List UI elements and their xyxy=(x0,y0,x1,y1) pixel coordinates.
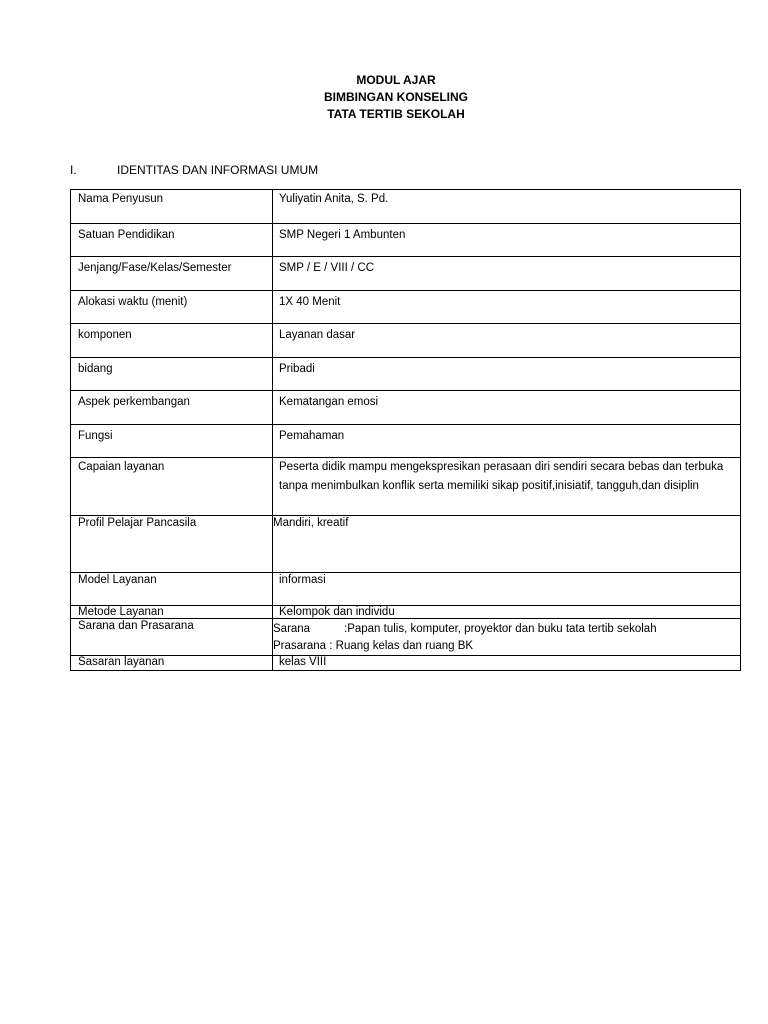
row-label: Fungsi xyxy=(71,425,273,458)
row-value: informasi xyxy=(273,573,741,606)
section-heading xyxy=(70,163,318,177)
table-row xyxy=(71,291,741,324)
row-label: komponen xyxy=(71,324,273,358)
row-label: Nama Penyusun xyxy=(71,190,273,224)
table-row xyxy=(71,425,741,458)
table-row xyxy=(71,606,741,619)
table-row xyxy=(71,324,741,358)
row-value: Peserta didik mampu mengekspresikan perasaan diri sendiri secara bebas dan terbuka tanpa menimbulkan konflik serta memiliki sikap positif,inisiatif, tangguh,dan disiplin xyxy=(273,458,741,516)
row-label: Capaian layanan xyxy=(71,458,273,516)
row-value: Kelompok dan individu xyxy=(273,606,741,619)
prasarana-line: Prasarana : Ruang kelas dan ruang BK xyxy=(273,640,474,652)
identity-table xyxy=(70,189,741,671)
row-label: Sarana dan Prasarana xyxy=(71,619,273,656)
sarana-line xyxy=(273,621,740,638)
row-value: Yuliyatin Anita, S. Pd. xyxy=(273,190,741,224)
row-value: SMP / E / VIII / CC xyxy=(273,257,741,291)
sarana-label: Sarana xyxy=(273,623,311,635)
row-label: Aspek perkembangan xyxy=(71,391,273,425)
table-row xyxy=(71,619,741,656)
row-value: Pribadi xyxy=(273,358,741,391)
title-line-modul-ajar: MODUL AJAR xyxy=(356,73,436,87)
row-label: Model Layanan xyxy=(71,573,273,606)
table-row xyxy=(71,391,741,425)
document-title xyxy=(0,72,768,123)
row-value-sarana-prasarana xyxy=(273,619,741,656)
row-value: Pemahaman xyxy=(273,425,741,458)
row-label: Sasaran layanan xyxy=(71,656,273,671)
row-value: 1X 40 Menit xyxy=(273,291,741,324)
row-value: kelas VIII xyxy=(273,656,741,671)
title-line-tata-tertib: TATA TERTIB SEKOLAH xyxy=(327,107,465,121)
title-line-bimbingan-konseling: BIMBINGAN KONSELING xyxy=(324,90,468,104)
table-row xyxy=(71,358,741,391)
row-label: Satuan Pendidikan xyxy=(71,224,273,257)
sarana-value: :Papan tulis, komputer, proyektor dan buku tata tertib sekolah xyxy=(344,623,657,635)
section-title: IDENTITAS DAN INFORMASI UMUM xyxy=(117,163,319,177)
section-number: I. xyxy=(70,163,77,177)
table-row xyxy=(71,190,741,224)
table-row xyxy=(71,458,741,516)
row-label: Alokasi waktu (menit) xyxy=(71,291,273,324)
table-row xyxy=(71,257,741,291)
row-label: Jenjang/Fase/Kelas/Semester xyxy=(71,257,273,291)
table-row xyxy=(71,573,741,606)
table-row xyxy=(71,516,741,573)
row-value: Mandiri, kreatif xyxy=(273,516,741,573)
row-value: SMP Negeri 1 Ambunten xyxy=(273,224,741,257)
row-value: Kematangan emosi xyxy=(273,391,741,425)
row-value: Layanan dasar xyxy=(273,324,741,358)
row-label: Profil Pelajar Pancasila xyxy=(71,516,273,573)
table-row xyxy=(71,224,741,257)
row-label: Metode Layanan xyxy=(71,606,273,619)
table-row xyxy=(71,656,741,671)
row-label: bidang xyxy=(71,358,273,391)
